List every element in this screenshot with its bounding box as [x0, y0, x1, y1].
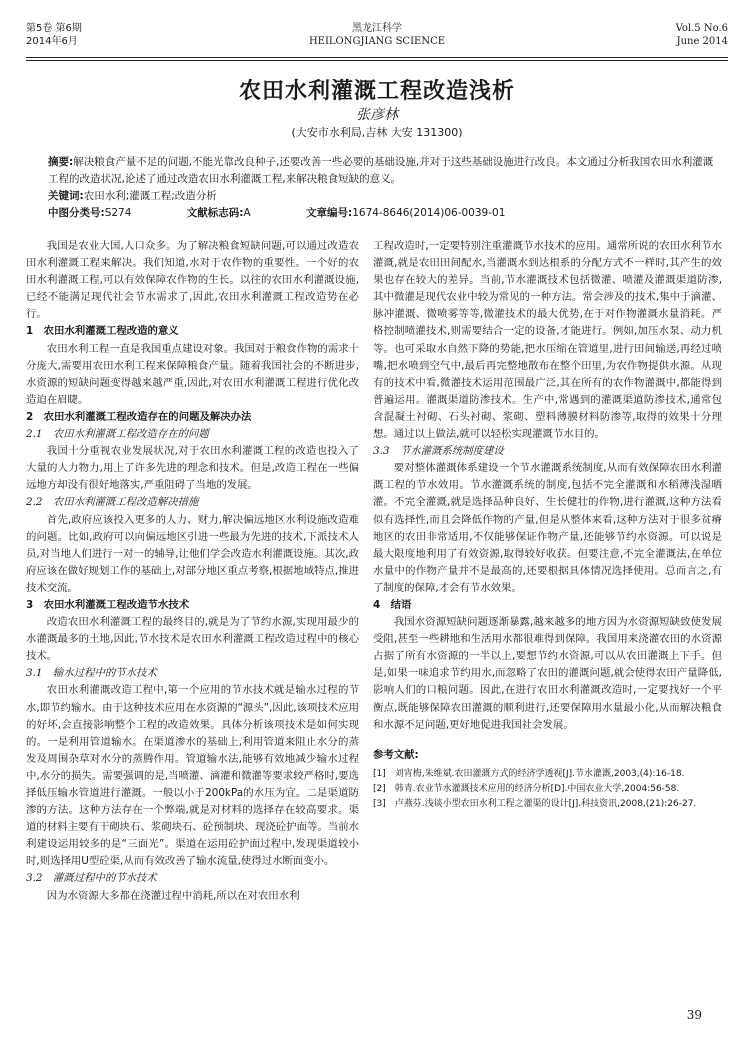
paper-title: 农田水利灌溉工程改造浅析 [238, 79, 515, 104]
right-column-body [373, 238, 722, 734]
article-no-label: 文章编号: [306, 207, 353, 219]
section-heading: 2 农田水利灌溉工程改造存在的问题及解决办法 [26, 410, 252, 423]
section-heading: 1 农田水利灌溉工程改造的意义 [26, 325, 179, 338]
subsection-heading: 3.1 输水过程中的节水技术 [26, 667, 157, 680]
author-name: 张彦林 [356, 107, 398, 123]
subsection-heading: 2.1 农田水利灌溉工程改造存在的问题 [26, 428, 209, 441]
clc-label: 中图分类号: [48, 207, 105, 219]
header-right [676, 22, 728, 48]
paragraph: 因为水资源大多都在浇灌过程中消耗,所以在对农田水利 [46, 889, 300, 902]
abstract-block [48, 154, 714, 222]
subsection-heading: 3.2 灌溉过程中的节水技术 [26, 872, 157, 885]
paragraph: 农田水利灌溉改造工程中,第一个应用的节水技术就是输水过程的节水,即节约输水。由于这种技术应用在水资源的“源头”,因此,该项技术应用的好坏,会直接影响整个工程的改造效果。具体分析该项技术是如何实现的。一是利用管道输水。在渠道渗水的基础上,利用管道来阻止水分的蒸发及周围杂草对水分的蒸腾作用。管道输水法,能够有效地减少输水过程中,水分的损失。需要强调的是,当喷灌、滴灌和微灌等要求较严格时,要选择低压输水管道进行灌溉。一般以小于200kPa的水压为宜。二是渠道防渗的方法。这种方法存在一个弊端,就是对材料的选择存在较高要求。渠道的材料主要有干砌块石、浆砌块石、砼预制块、现浇砼护面等。当前水利建设运用较多的是“三面光”。渠道在运用砼护面过程中,发现渠道较小时,则选择用U型砼渠,从而有效改善了输水流量,使得过水断面变小。 [26, 684, 359, 868]
subsection-heading: 3.3 节水灌溉系统制度建设 [373, 445, 504, 458]
reference-item: [3] 卢燕芬.浅谈小型农田水利工程之灌渠的设计[J].科技资讯,2008,(21):26-27. [373, 798, 697, 809]
references-title: 参考文献: [373, 748, 419, 761]
header-rule [26, 57, 728, 58]
author-affiliation: (大安市水利局,吉林 大安 131300) [291, 126, 463, 139]
article-no-value: 1674-8646(2014)06-0039-01 [352, 207, 506, 219]
running-header [26, 22, 728, 56]
left-column [26, 238, 359, 905]
classification-row [48, 205, 714, 222]
reference-item: [1] 刘宵梅,朱维斌.农田灌溉方式的经济学透视[J].节水灌溉,2003,(4):16-18. [373, 768, 685, 779]
journal-name-en: HEILONGJIANG SCIENCE [308, 36, 446, 47]
abstract [48, 154, 714, 188]
references [373, 748, 722, 812]
keywords-text: 农田水利;灌溉工程;改造分析 [83, 190, 217, 202]
paragraph: 我国是农业大国,人口众多。为了解决粮食短缺问题,可以通过改造农田水利灌溉工程来解决。我们知道,水对于农作物的重要性。一个好的农田水利灌溉工程,可以有效保障农作物的生长。以往的农田水利灌溉设施,已经不能满足现代社会节水需求了,因此,农田水利灌溉工程改造势在必行。 [26, 240, 359, 321]
reference-item: [2] 韩青.农业节水灌溉技术应用的经济分析[D].中国农业大学,2004:56-58. [373, 783, 680, 794]
section-heading: 4 结语 [373, 598, 412, 611]
date-cn: 2014年6月 [26, 36, 78, 47]
doc-code-label: 文献标志码: [186, 207, 244, 219]
paragraph: 农田水利工程一直是我国重点建设对象。我国对于粮食作物的需求十分庞大,需要用农田水利工程来保障粮食产量。随着我国社会的不断进步,水资源的短缺问题变得越来越严重,因此,对农田水利灌溉工程进行优化改造迫在眉睫。 [26, 342, 359, 406]
abstract-label: 摘要: [48, 156, 74, 168]
volume-en: Vol.5 No.6 [675, 23, 728, 34]
keywords-label: 关键词: [48, 190, 84, 202]
paragraph: 改造农田水利灌溉工程的最终目的,就是为了节约水源,实现用最少的水灌溉最多的土地,因此,节水技术是农田水利灌溉工程改造过程中的核心技术。 [26, 616, 359, 663]
paragraph-continued: 工程改造时,一定要特别注重灌溉节水技术的应用。通常所说的农田水利节水灌溉,就是农田田间配水,当灌溉水到达根系的分配方式不一样时,其产生的效果也存在较大的差异。当前,节水灌溉技术包括微灌、喷灌及灌溉渠道防渗,其中微灌是现代农业中较为常见的一种方法。常会涉及的技术,集中于滴灌、脉冲灌溉、微喷雾等等,微灌技术的最大优势,在于对作物灌溉水量消耗。严格控制喷灌技术,则需要结合一定的设备,才能进行。例如,加压水泵、动力机等。也可采取水自然下降的势能,把水压缩在管道里,进行田间输送,再经过喷嘴,把水喷到空气中,最后再完整地散布在整个田里,为农作物提供水源。从现有的技术中看,微灌技术运用范围最广泛,其在所有的农作物灌溉中,都能得到普遍运用。灌溉渠道防渗技术。生产中,常遇到的灌溉渠道防渗技术,通常包含混凝土衬砌、石头衬砌、浆砌、塑料薄膜材料防渗等,取得的效果十分理想。通过以上做法,就可以轻松实现灌溉节水目的。 [373, 240, 722, 441]
abstract-text: 解决粮食产量不足的问题,不能光靠改良种子,还要改善一些必要的基础设施,并对于这些基础设施进行改良。本文通过分析我国农田水利灌溉工程的改造状况,论述了通过改造农田水利灌溉工程,来解决粮食短缺的意义。 [48, 156, 714, 185]
clc-value: S274 [104, 207, 132, 219]
header-rule-thin [26, 60, 728, 61]
doc-code-value: A [243, 207, 251, 219]
subsection-heading: 2.2 农田水利灌溉工程改造解决措施 [26, 496, 199, 509]
keywords-row [48, 188, 714, 205]
paragraph: 我国水资源短缺问题逐渐暴露,越来越多的地方因为水资源短缺致使发展受阻,甚至一些耕地和生活用水都很难得到保障。我国用来浇灌农田的水资源占据了所有水资源的一半以上,要想节约水资源,可以从农田灌溉上下手。但是,如果一味追求节约用水,而忽略了农田的灌溉问题,就会使得农田产量降低,影响人们的口粮问题。因此,在进行农田水利灌溉改造时,一定要找好一个平衡点,既能够保障农田灌溉的顺利进行,还要保障用水量最小化,从而解决粮食和水源不足问题,更好地促进我国社会发展。 [373, 616, 722, 731]
paragraph: 我国十分重视农业发展状况,对于农田水利灌溉工程的改造也投入了大量的人力物力,用上了许多先进的理念和技术。但是,改造工程在一些偏远地方却没有很好地落实,严重阻碍了当地的发展。 [26, 445, 359, 492]
section-heading: 3 农田水利灌溉工程改造节水技术 [26, 598, 190, 611]
journal-name-cn: 黑龙江科学 [352, 23, 402, 34]
paragraph: 首先,政府应该投入更多的人力、财力,解决偏远地区水利设施改造难的问题。比如,政府可以向偏远地区引进一些最为先进的技术,下派技术人员,对当地人们进行一对一的辅导,让他们学会改造水利灌溉设施。其次,政府应该在做好规划工作的基础上,对部分地区重点考察,根据地域特点,推进技术交流。 [26, 513, 359, 594]
page-number: 39 [686, 1008, 702, 1022]
header-center [26, 22, 728, 48]
date-en: June 2014 [676, 36, 728, 47]
paragraph: 要对整体灌溉体系建设一个节水灌溉系统制度,从而有效保障农田水利灌溉工程的节水效用。节水灌溉系统的制度,包括不完全灌溉和水稻薄浅湿晒灌。不完全灌溉,就是选择品种良好、生长健壮的作物,进行灌溉,这种方法看似有选择性,而且会降低作物的产量,但是从整体来看,这种方法对于很多贫瘠地区的农田非常适用,不仅能够保证作物产量,还能够节约水资源。可以说是最大限度地利用了有效资源,取得较好收获。但要注意,不完全灌溉法,在单位水量中的作物产量并不是最高的,还要根据具体情况选择使用。总而言之,有了制度的保障,才会有节水效果。 [373, 462, 722, 594]
right-column [373, 238, 722, 812]
volume-cn: 第5卷 第6期 [26, 23, 82, 34]
